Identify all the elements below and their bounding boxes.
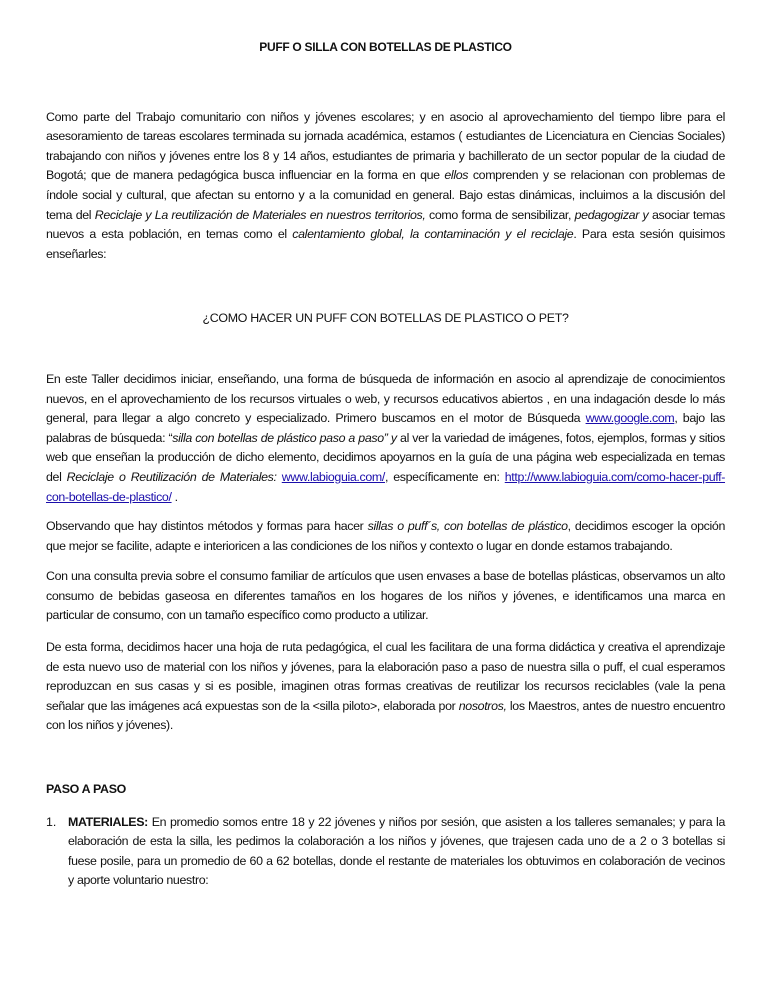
text: asociar temas nuevos a esta población, en temas como el xyxy=(46,207,725,242)
text: al ver la variedad de imágenes, fotos, ejemplos, formas y sitios web que enseñan la producción de dicho elemento, decidimos apoyarnos en la guía de una página web especializada en temas del xyxy=(46,430,725,484)
google-link[interactable]: www.google.com xyxy=(585,411,675,426)
puff-guide-link[interactable]: http://www.labioguia.com/como-hacer-puff-con-botellas-de-plastico/ xyxy=(46,469,726,504)
text: De esta forma, decidimos hacer una hoja de ruta pedagógica, el cual les facilitara de una forma didáctica y creativa el aprendizaje de esta nuevo uso de material con los niños y jóvenes, para la elaboración paso a paso de nuestra silla o puff, el cual esperamos reproduzcan en sus casas y si es posible, imaginen otras formas creativas de reutilizar los recursos reciclables (vale la pena señalar que las imágenes acá expuestas son de la <silla piloto>, elaborada por xyxy=(46,640,725,713)
list-item xyxy=(46,813,725,891)
document-page xyxy=(46,0,725,891)
text: Como parte del Trabajo comunitario con niños y jóvenes escolares; y en asocio al aprovechamiento del tiempo libre para el asesoramiento de tareas escolares terminada su jornada académica, estamos ( estudiantes de Licenciatura en Ciencias Sociales) trabajando con niños y jóvenes entre los 8 y 14 años, estudiantes de primaria y bachillerato de un sector popular de la ciudad de Bogotá; que de manera pedagógica busca influenciar en la forma en que xyxy=(46,109,725,183)
document-title: PUFF O SILLA CON BOTELLAS DE PLASTICO xyxy=(259,40,512,54)
step-by-step-heading: PASO A PASO xyxy=(46,782,127,797)
list-number: 1. xyxy=(46,814,57,829)
text: comprenden y se relacionan con problemas de índole social y cultural, que afectan su entorno y a la comunidad en general. Bajo estas dinámicas, incluimos a la discusión del tema del xyxy=(46,168,725,222)
italic-text: Reciclaje o Reutilización de Materiales: xyxy=(66,469,277,484)
italic-text: nosotros, xyxy=(458,698,507,713)
consumption-paragraph: Con una consulta previa sobre el consumo familiar de artículos que usen envases a base de botellas plásticas, observamos un alto consumo de bebidas gaseosa en diferentes tamaños en los hogares de los niños y jóvenes, e identificamos una marca en particular de consumo, con un tamaño específico como producto a utilizar. xyxy=(46,569,725,623)
text: . Para esta sesión quisimos enseñarles: xyxy=(46,227,725,261)
text: , decidimos escoger la opción que mejor se facilite, adapte e interioricen a las condiciones de los niños y contexto o lugar en donde estamos trabajando. xyxy=(46,519,725,553)
italic-text: sillas o puff´s, con botellas de plástico xyxy=(367,519,568,534)
text: Observando que hay distintos métodos y formas para hacer xyxy=(46,519,368,534)
intro-paragraph xyxy=(46,108,725,265)
italic-text: Reciclaje y La reutilización de Materiales en nuestros territorios, xyxy=(94,207,426,222)
text: , bajo las palabras de búsqueda: “ xyxy=(46,411,725,445)
labioguia-link[interactable]: www.labioguia.com/ xyxy=(281,469,385,484)
text: . xyxy=(171,489,178,504)
italic-text: ellos xyxy=(444,168,469,183)
text: En este Taller decidimos iniciar, enseñando, una forma de búsqueda de información en asocio al aprendizaje de conocimientos nuevos, en el aprovechamiento de los recursos virtuales o web, y recursos educativos abiertos , en una indagación desde lo más general, para llegar a algo concreto y especializado. Primero buscamos en el motor de Búsqueda xyxy=(46,371,725,426)
text: En promedio somos entre 18 y 22 jóvenes y niños por sesión, que asisten a los talleres semanales; y para la elaboración de esta la silla, les pedimos la colaboración a los niños y jóvenes, que trajesen cada uno de a 2 o 3 botellas si fuese posile, para un promedio de 60 a 62 botellas, donde el restante de materiales los obtuvimos en colaboración de vecinos y aporte voluntario nuestro: xyxy=(68,814,725,888)
text: , específicamente en: xyxy=(384,469,505,484)
italic-text: silla con botellas de plástico paso a paso” y xyxy=(172,430,397,445)
methods-paragraph xyxy=(46,517,725,556)
italic-text: calentamiento global, la contaminación y el reciclaje xyxy=(292,227,574,242)
list-item-text xyxy=(68,813,725,891)
roadmap-paragraph xyxy=(46,638,725,736)
workshop-paragraph xyxy=(46,370,725,507)
section-heading: ¿COMO HACER UN PUFF CON BOTELLAS DE PLASTICO O PET? xyxy=(202,311,569,326)
text: como forma de sensibilizar, xyxy=(425,207,575,222)
italic-text: pedagogizar y xyxy=(574,207,649,222)
text: los Maestros, antes de nuestro encuentro con los niños y jóvenes). xyxy=(46,698,726,733)
list-item-label: MATERIALES: xyxy=(68,814,148,829)
